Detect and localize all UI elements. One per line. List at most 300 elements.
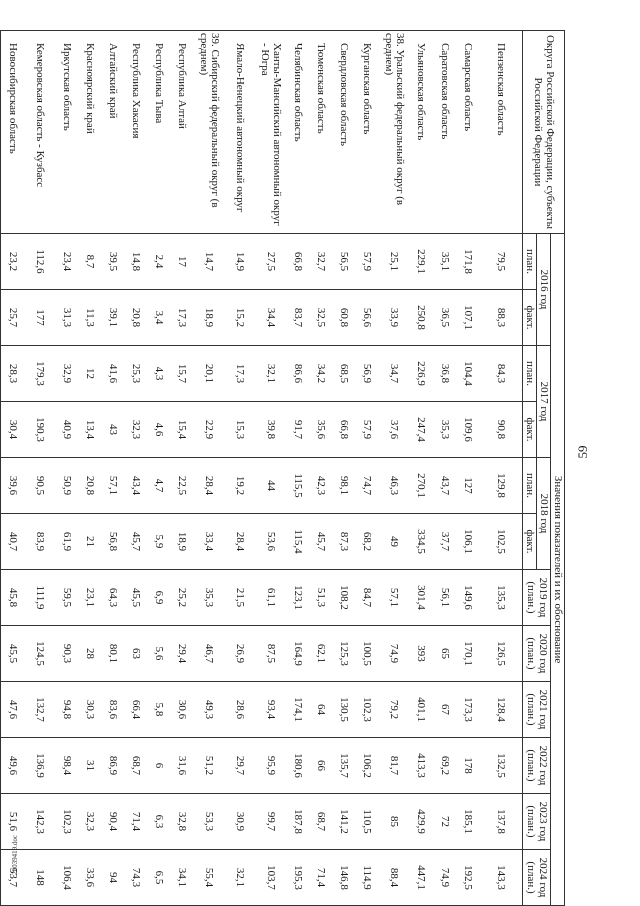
region-name: Ульяновская область [409,31,432,234]
value-cell: 39,6 [1,458,24,514]
plan-year-header [523,794,551,850]
value-cell: 11,3 [78,290,101,346]
value-cell: 40,9 [55,402,78,458]
plan-year-label: 2024 год [537,857,550,898]
value-cell: 185,1 [455,794,478,850]
value-cell: 32,3 [78,794,101,850]
value-cell: 5,8 [147,682,170,738]
value-cell: 128,4 [478,682,522,738]
value-cell: 53,6 [255,514,286,570]
value-cell: 5,9 [147,514,170,570]
table-row [332,31,355,906]
value-cell: 171,8 [455,234,478,290]
value-cell: 28 [78,626,101,682]
value-cell: 65 [432,626,455,682]
value-cell: 29,4 [170,626,193,682]
value-cell: 64 [309,682,332,738]
region-name: Новосибирская область [1,31,24,234]
value-cell: 81,7 [378,738,409,794]
value-cell: 148 [24,850,55,906]
value-cell: 56,6 [355,290,378,346]
plan-year-sub: (план.) [525,637,538,670]
region-name: Ямало-Ненецкий автономный округ [224,31,255,234]
value-cell: 32,8 [170,794,193,850]
value-cell: 34,7 [378,346,409,402]
value-cell: 301,4 [409,570,432,626]
indicator-table [0,30,565,906]
value-cell: 15,7 [170,346,193,402]
value-cell: 429,9 [409,794,432,850]
value-cell: 68,2 [355,514,378,570]
value-cell: 170,1 [455,626,478,682]
value-cell: 30,9 [224,794,255,850]
value-cell: 190,3 [24,402,55,458]
value-cell: 90,3 [55,626,78,682]
value-cell: 25,2 [170,570,193,626]
value-cell: 142,3 [24,794,55,850]
value-cell: 56,8 [101,514,124,570]
value-cell: 67 [432,682,455,738]
value-cell: 30,4 [1,402,24,458]
table-row [355,31,378,906]
value-cell: 45,8 [1,570,24,626]
value-cell: 17,3 [224,346,255,402]
value-cell: 229,1 [409,234,432,290]
value-cell: 51,2 [193,738,224,794]
value-cell: 68,7 [124,738,147,794]
value-cell: 247,4 [409,402,432,458]
value-cell: 35,6 [309,402,332,458]
value-cell: 28,4 [224,514,255,570]
value-cell: 46,3 [378,458,409,514]
value-cell: 107,1 [455,290,478,346]
table-row [224,31,255,906]
region-name: Красноярский край [78,31,101,234]
plan-year-header [523,738,551,794]
table-row [147,31,170,906]
value-cell: 28,6 [224,682,255,738]
value-cell: 173,3 [455,682,478,738]
value-cell: 94,8 [55,682,78,738]
value-cell: 20,8 [78,458,101,514]
value-cell: 17 [170,234,193,290]
value-cell: 56,9 [355,346,378,402]
value-cell: 31,3 [55,290,78,346]
value-cell: 135,3 [478,570,522,626]
value-cell: 226,9 [409,346,432,402]
value-cell: 95,9 [255,738,286,794]
value-cell: 21,5 [224,570,255,626]
region-name: Республика Алтай [170,31,193,234]
plan-year-label: 2019 год [537,577,550,618]
value-cell: 149,6 [455,570,478,626]
region-name: Иркутская область [55,31,78,234]
value-cell: 18,9 [193,290,224,346]
value-cell: 178 [455,738,478,794]
value-cell: 4,6 [147,402,170,458]
table-row [286,31,309,906]
plan-year-header [523,570,551,626]
value-cell: 90,4 [101,794,124,850]
value-cell: 45,7 [124,514,147,570]
value-cell: 45,5 [1,626,24,682]
value-cell: 8,7 [78,234,101,290]
region-name: Тюменская область [309,31,332,234]
value-cell: 51,3 [309,570,332,626]
value-cell: 23,1 [78,570,101,626]
footer-doc-id: 20039419.doc [11,835,19,875]
value-cell: 17,3 [170,290,193,346]
plan-year-label: 2021 год [537,689,550,730]
value-cell: 32,5 [309,290,332,346]
page-number: 59 [575,445,590,459]
table-row [170,31,193,906]
value-cell: 90,5 [24,458,55,514]
region-name: Самарская область [455,31,478,234]
value-cell: 187,8 [286,794,309,850]
plan-year-sub: (план.) [525,581,538,614]
value-cell: 36,5 [432,290,455,346]
value-cell: 34,1 [170,850,193,906]
value-cell: 74,7 [355,458,378,514]
value-cell: 32,1 [224,850,255,906]
value-cell: 3,4 [147,290,170,346]
value-cell: 136,9 [24,738,55,794]
value-cell: 35,1 [432,234,455,290]
value-cell: 99,7 [255,794,286,850]
region-name: Курганская область [355,31,378,234]
value-cell: 102,3 [355,682,378,738]
value-cell: 127 [455,458,478,514]
value-cell: 69,2 [432,738,455,794]
value-cell: 83,9 [24,514,55,570]
value-cell: 447,1 [409,850,432,906]
value-cell: 71,4 [309,850,332,906]
value-cell: 35,3 [193,570,224,626]
table-row [309,31,332,906]
sub-header: план. [523,346,537,402]
year-header: 2018 год [537,458,551,570]
value-cell: 115,4 [286,514,309,570]
region-column-header: Округа Российской Федерации, субъекты Российской Федерации [523,31,565,234]
value-cell: 20,1 [193,346,224,402]
value-cell: 57,1 [101,458,124,514]
value-cell: 106,2 [355,738,378,794]
value-cell: 102,3 [55,794,78,850]
table-row [378,31,409,906]
value-cell: 43,7 [432,458,455,514]
value-cell: 66 [309,738,332,794]
value-cell: 110,5 [355,794,378,850]
value-cell: 18,9 [170,514,193,570]
table-row [455,31,478,906]
value-cell: 53,3 [193,794,224,850]
rotated-table-container [0,30,565,905]
table-row [409,31,432,906]
value-cell: 26,9 [224,626,255,682]
region-name: 38. Уральский федеральный округ (в среднем) [378,31,409,234]
value-cell: 33,4 [193,514,224,570]
value-cell: 34,4 [255,290,286,346]
plan-year-sub: (план.) [525,805,538,838]
value-cell: 50,9 [55,458,78,514]
value-cell: 103,7 [255,850,286,906]
value-cell: 14,8 [124,234,147,290]
group-header: Значения показателей и их обоснование [551,234,565,906]
value-cell: 393 [409,626,432,682]
value-cell: 43,4 [124,458,147,514]
table-row [255,31,286,906]
value-cell: 334,5 [409,514,432,570]
value-cell: 6,5 [147,850,170,906]
value-cell: 32,7 [309,234,332,290]
value-cell: 61,1 [255,570,286,626]
sub-header: план. [523,458,537,514]
value-cell: 46,7 [193,626,224,682]
value-cell: 141,2 [332,794,355,850]
plan-year-header [523,850,551,906]
region-name: Ханты-Мансийский автономный округ - Югра [255,31,286,234]
value-cell: 14,7 [193,234,224,290]
table-header [523,31,565,906]
year-header: 2016 год [537,234,551,346]
value-cell: 4,7 [147,458,170,514]
region-name: Челябинская область [286,31,309,234]
value-cell: 137,8 [478,794,522,850]
value-cell: 132,5 [478,738,522,794]
value-cell: 126,5 [478,626,522,682]
value-cell: 143,3 [478,850,522,906]
value-cell: 79,5 [478,234,522,290]
value-cell: 32,9 [55,346,78,402]
value-cell: 47,6 [1,682,24,738]
value-cell: 62,1 [309,626,332,682]
region-name: Алтайский край [101,31,124,234]
value-cell: 25,3 [124,346,147,402]
value-cell: 114,9 [355,850,378,906]
value-cell: 100,5 [355,626,378,682]
value-cell: 20,8 [124,290,147,346]
value-cell: 84,3 [478,346,522,402]
value-cell: 35,3 [432,402,455,458]
value-cell: 37,6 [378,402,409,458]
value-cell: 15,4 [170,402,193,458]
value-cell: 106,1 [455,514,478,570]
value-cell: 132,7 [24,682,55,738]
value-cell: 124,5 [24,626,55,682]
value-cell: 125,3 [332,626,355,682]
value-cell: 91,7 [286,402,309,458]
table-row [478,31,522,906]
plan-year-header [523,626,551,682]
value-cell: 130,5 [332,682,355,738]
value-cell: 45,7 [309,514,332,570]
value-cell: 28,3 [1,346,24,402]
value-cell: 33,9 [378,290,409,346]
value-cell: 53,7 [1,850,24,906]
sub-header: факт. [523,290,537,346]
plan-year-sub: (план.) [525,861,538,894]
value-cell: 74,3 [124,850,147,906]
value-cell: 39,5 [101,234,124,290]
value-cell: 41,6 [101,346,124,402]
value-cell: 60,8 [332,290,355,346]
value-cell: 86,9 [101,738,124,794]
value-cell: 36,8 [432,346,455,402]
value-cell: 74,9 [378,626,409,682]
value-cell: 39,1 [101,290,124,346]
value-cell: 51,6 [1,794,24,850]
value-cell: 88,4 [378,850,409,906]
value-cell: 79,2 [378,682,409,738]
value-cell: 33,6 [78,850,101,906]
table-row [55,31,78,906]
value-cell: 43 [101,402,124,458]
value-cell: 123,1 [286,570,309,626]
value-cell: 83,6 [101,682,124,738]
sub-header: факт. [523,514,537,570]
value-cell: 146,8 [332,850,355,906]
value-cell: 42,3 [309,458,332,514]
value-cell: 4,3 [147,346,170,402]
value-cell: 106,4 [55,850,78,906]
value-cell: 29,7 [224,738,255,794]
value-cell: 84,7 [355,570,378,626]
value-cell: 25,1 [378,234,409,290]
region-name: 39. Сибирский федеральный округ (в среднем) [193,31,224,234]
value-cell: 177 [24,290,55,346]
region-name: Кемеровская область - Кузбасс [24,31,55,234]
value-cell: 401,1 [409,682,432,738]
value-cell: 115,5 [286,458,309,514]
table-row [193,31,224,906]
value-cell: 57,9 [355,402,378,458]
value-cell: 192,5 [455,850,478,906]
value-cell: 23,4 [55,234,78,290]
table-row [24,31,55,906]
value-cell: 68,5 [332,346,355,402]
region-name: Саратовская область [432,31,455,234]
value-cell: 135,7 [332,738,355,794]
table-row [432,31,455,906]
value-cell: 49,3 [193,682,224,738]
value-cell: 34,2 [309,346,332,402]
region-name: Республика Тыва [147,31,170,234]
value-cell: 23,2 [1,234,24,290]
value-cell: 93,4 [255,682,286,738]
table-row [1,31,24,906]
value-cell: 86,6 [286,346,309,402]
plan-year-label: 2020 год [537,633,550,674]
plan-year-header [523,682,551,738]
value-cell: 61,9 [55,514,78,570]
value-cell: 14,9 [224,234,255,290]
value-cell: 28,4 [193,458,224,514]
value-cell: 45,5 [124,570,147,626]
value-cell: 71,4 [124,794,147,850]
plan-year-label: 2022 год [537,745,550,786]
value-cell: 270,1 [409,458,432,514]
value-cell: 49,6 [1,738,24,794]
value-cell: 66,8 [286,234,309,290]
sub-header: план. [523,234,537,290]
value-cell: 40,7 [1,514,24,570]
value-cell: 55,4 [193,850,224,906]
table-row [124,31,147,906]
value-cell: 22,9 [193,402,224,458]
value-cell: 64,3 [101,570,124,626]
value-cell: 30,3 [78,682,101,738]
value-cell: 83,7 [286,290,309,346]
value-cell: 250,8 [409,290,432,346]
value-cell: 87,3 [332,514,355,570]
value-cell: 6,9 [147,570,170,626]
value-cell: 63 [124,626,147,682]
table-body [1,31,523,906]
plan-year-label: 2023 год [537,801,550,842]
value-cell: 111,9 [24,570,55,626]
value-cell: 180,6 [286,738,309,794]
value-cell: 66,4 [124,682,147,738]
value-cell: 102,5 [478,514,522,570]
value-cell: 59,5 [55,570,78,626]
value-cell: 174,1 [286,682,309,738]
value-cell: 80,1 [101,626,124,682]
value-cell: 90,8 [478,402,522,458]
value-cell: 5,6 [147,626,170,682]
value-cell: 12 [78,346,101,402]
value-cell: 98,1 [332,458,355,514]
value-cell: 94 [101,850,124,906]
value-cell: 164,9 [286,626,309,682]
year-header: 2017 год [537,346,551,458]
value-cell: 25,7 [1,290,24,346]
value-cell: 2,4 [147,234,170,290]
value-cell: 37,7 [432,514,455,570]
region-name: Свердловская область [332,31,355,234]
value-cell: 109,6 [455,402,478,458]
region-name: Пензенская область [478,31,522,234]
value-cell: 112,6 [24,234,55,290]
value-cell: 6,3 [147,794,170,850]
value-cell: 6 [147,738,170,794]
value-cell: 56,5 [332,234,355,290]
value-cell: 68,7 [309,794,332,850]
region-name: Республика Хакасия [124,31,147,234]
plan-year-sub: (план.) [525,693,538,726]
value-cell: 31,6 [170,738,193,794]
value-cell: 88,3 [478,290,522,346]
value-cell: 85 [378,794,409,850]
value-cell: 195,3 [286,850,309,906]
value-cell: 56,1 [432,570,455,626]
sub-header: факт. [523,402,537,458]
value-cell: 57,9 [355,234,378,290]
value-cell: 39,8 [255,402,286,458]
value-cell: 44 [255,458,286,514]
value-cell: 31 [78,738,101,794]
value-cell: 98,4 [55,738,78,794]
plan-year-sub: (план.) [525,749,538,782]
value-cell: 49 [378,514,409,570]
value-cell: 30,6 [170,682,193,738]
value-cell: 108,2 [332,570,355,626]
value-cell: 72 [432,794,455,850]
value-cell: 32,3 [124,402,147,458]
value-cell: 22,5 [170,458,193,514]
value-cell: 87,5 [255,626,286,682]
value-cell: 27,5 [255,234,286,290]
